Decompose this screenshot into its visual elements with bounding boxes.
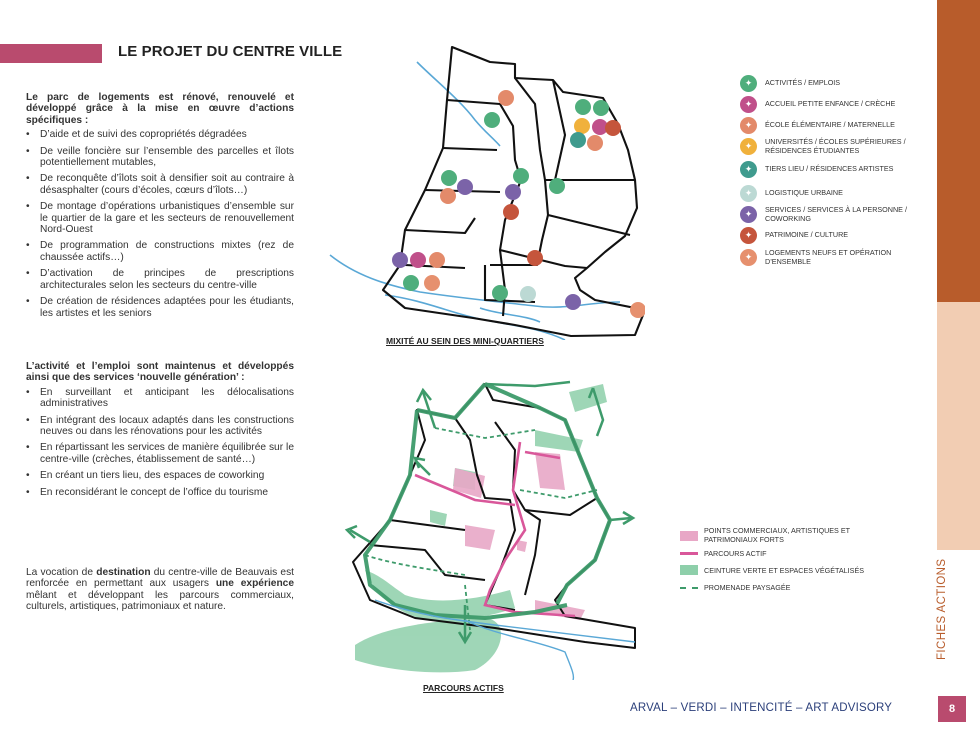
baby-icon bbox=[410, 252, 426, 268]
legend-item: ✦ PATRIMOINE / CULTURE bbox=[740, 227, 913, 244]
museum-icon bbox=[503, 204, 519, 220]
person-icon: ✦ bbox=[740, 206, 757, 223]
section-lead: L’activité et l’emploi sont maintenus et développés ainsi que des services ‘nouvelle génération’ : bbox=[26, 361, 294, 384]
map2-caption: PARCOURS ACTIFS bbox=[423, 683, 504, 693]
side-band-peach bbox=[937, 302, 980, 550]
list-item: • De veille foncière sur l’ensemble des parcelles et îlots potentiellement mutables, bbox=[26, 146, 294, 169]
graduation-icon bbox=[574, 118, 590, 134]
handshake-icon bbox=[549, 178, 565, 194]
palette-icon bbox=[570, 132, 586, 148]
list-item: • En intégrant des locaux adaptés dans les constructions neuves ou dans les rénovations pour les activités bbox=[26, 415, 294, 438]
legend-item: ✦ ÉCOLE ÉLÉMENTAIRE / MATERNELLE bbox=[740, 117, 913, 134]
list-item: • De montage d’opérations urbanistiques d’ensemble sur le quartier de la gare et les secteurs de renouvellement Nord-Ouest bbox=[26, 201, 294, 235]
side-label: FICHES ACTIONS bbox=[936, 558, 948, 660]
active-routes-map bbox=[335, 380, 645, 680]
baby-icon: ✦ bbox=[740, 96, 757, 113]
handshake-icon bbox=[492, 285, 508, 301]
pink-area-swatch bbox=[680, 531, 698, 541]
legend-item: CEINTURE VERTE ET ESPACES VÉGÉTALISÉS bbox=[680, 565, 864, 575]
legend-item: ✦ UNIVERSITÉS / ÉCOLES SUPÉRIEURES / RÉSIDENCES ÉTUDIANTES bbox=[740, 138, 913, 155]
legend-item: ✦ SERVICES / SERVICES À LA PERSONNE / COWORKING bbox=[740, 206, 913, 223]
pink-areas bbox=[453, 452, 585, 620]
list-item: • En reconsidérant le concept de l’office du tourisme bbox=[26, 487, 294, 498]
bullet-list bbox=[26, 129, 294, 319]
legend-item: PROMENADE PAYSAGÉE bbox=[680, 583, 790, 592]
section-destination bbox=[26, 567, 294, 613]
handshake-icon bbox=[513, 168, 529, 184]
person-icon bbox=[457, 179, 473, 195]
museum-icon bbox=[605, 120, 621, 136]
house-icon bbox=[630, 302, 645, 318]
green-area-swatch bbox=[680, 565, 698, 575]
list-item: • De reconquête d’îlots soit à densifier soit au contraire à désasphalter (cours d’écoles, cœurs d’îlots…) bbox=[26, 173, 294, 196]
school-icon: ✦ bbox=[740, 117, 757, 134]
legend-item: ✦ TIERS LIEU / RÉSIDENCES ARTISTES bbox=[740, 161, 913, 178]
handshake-icon: ✦ bbox=[740, 75, 757, 92]
truck-icon: ✦ bbox=[740, 185, 757, 202]
house-icon bbox=[424, 275, 440, 291]
handshake-icon bbox=[441, 170, 457, 186]
destination-paragraph: La vocation de destination du centre-ville de Beauvais est renforcée en permettant aux usagers une expérience mêlant et développant les parcours commerciaux, culturels, artistiques, patrimoniaux et nature. bbox=[26, 567, 294, 613]
list-item: • De création de résidences adaptées pour les étudiants, les artistes et les seniors bbox=[26, 296, 294, 319]
handshake-icon bbox=[403, 275, 419, 291]
list-item: • D’aide et de suivi des copropriétés dégradées bbox=[26, 129, 294, 140]
page-title: LE PROJET DU CENTRE VILLE bbox=[118, 43, 343, 60]
footer-credits: ARVAL – VERDI – INTENCITÉ – ART ADVISORY bbox=[630, 702, 893, 714]
mixity-map bbox=[325, 40, 645, 340]
list-item: • D’activation de principes de prescriptions architecturales selon les secteurs du centre-ville bbox=[26, 268, 294, 291]
person-icon bbox=[565, 294, 581, 310]
section-housing bbox=[26, 92, 294, 324]
side-band-orange bbox=[937, 0, 980, 302]
house-icon: ✦ bbox=[740, 249, 757, 266]
list-item: • En créant un tiers lieu, des espaces de coworking bbox=[26, 470, 294, 481]
legend-item: ✦ LOGISTIQUE URBAINE bbox=[740, 185, 913, 202]
person-icon bbox=[392, 252, 408, 268]
legend-item: ✦ ACCUEIL PETITE ENFANCE / CRÈCHE bbox=[740, 96, 913, 113]
legend-item: ✦ LOGEMENTS NEUFS ET OPÉRATION D’ENSEMBLE bbox=[740, 249, 913, 266]
list-item: • En répartissant les services de manière équilibrée sur le centre-ville (crèches, établissement de santé…) bbox=[26, 442, 294, 465]
person-icon bbox=[505, 184, 521, 200]
museum-icon: ✦ bbox=[740, 227, 757, 244]
school-icon bbox=[440, 188, 456, 204]
handshake-icon bbox=[484, 112, 500, 128]
palette-icon: ✦ bbox=[740, 161, 757, 178]
list-item: • De programmation de constructions mixtes (rez de chaussée actifs…) bbox=[26, 240, 294, 263]
map-icons bbox=[392, 90, 645, 318]
school-icon bbox=[498, 90, 514, 106]
graduation-icon: ✦ bbox=[740, 138, 757, 155]
section-activity bbox=[26, 361, 294, 503]
list-item: • En surveillant et anticipant les délocalisations administratives bbox=[26, 387, 294, 410]
handshake-icon bbox=[575, 99, 591, 115]
green-dash-swatch bbox=[680, 587, 698, 589]
handshake-icon bbox=[593, 100, 609, 116]
page-number: 8 bbox=[938, 696, 966, 722]
museum-icon bbox=[527, 250, 543, 266]
title-accent-bar bbox=[0, 44, 102, 63]
map1-caption: MIXITÉ AU SEIN DES MINI-QUARTIERS bbox=[386, 336, 544, 346]
bullet-list bbox=[26, 387, 294, 498]
pink-line-swatch bbox=[680, 552, 698, 555]
school-icon bbox=[587, 135, 603, 151]
legend-item: PARCOURS ACTIF bbox=[680, 549, 767, 558]
school-icon bbox=[429, 252, 445, 268]
section-lead: Le parc de logements est rénové, renouvelé et développé grâce à la mise en œuvre d’actions spécifiques : bbox=[26, 92, 294, 126]
legend-item: ✦ ACTIVITÉS / EMPLOIS bbox=[740, 75, 913, 92]
truck-icon bbox=[520, 286, 536, 302]
legend-item: POINTS COMMERCIAUX, ARTISTIQUES ET PATRIMONIAUX FORTS bbox=[680, 527, 864, 544]
